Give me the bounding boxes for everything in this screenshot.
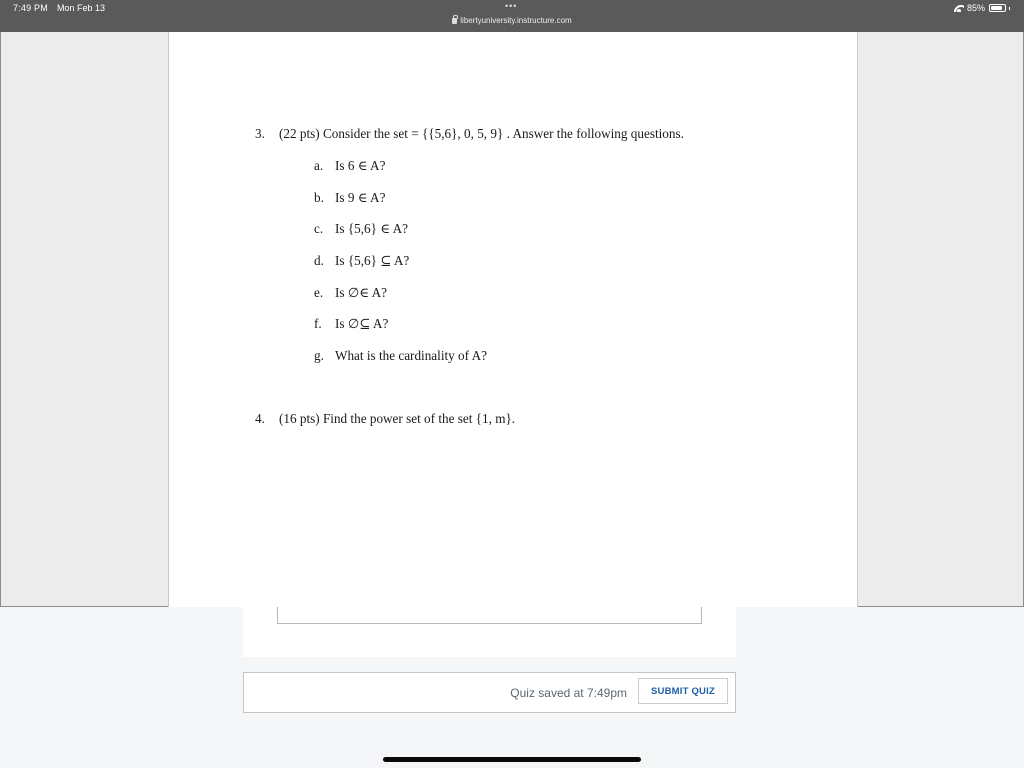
question-3 [255, 126, 684, 142]
question-3-item-a: a. Is 6 ∈ A? [314, 158, 386, 173]
status-indicators [954, 3, 1010, 13]
question-3-number: 3. [255, 126, 265, 141]
battery-percent: 85% [966, 3, 985, 13]
address-bar[interactable] [0, 16, 1024, 25]
question-4 [255, 411, 515, 427]
submit-quiz-button[interactable]: SUBMIT QUIZ [638, 678, 728, 704]
answer-textbox[interactable] [277, 607, 702, 624]
document-page [168, 32, 858, 607]
battery-level [991, 6, 1002, 10]
quiz-saved-status: Quiz saved at 7:49pm [510, 686, 627, 700]
battery-tip-icon [1009, 7, 1010, 10]
question-4-text: (16 pts) Find the power set of the set {1, m}. [279, 411, 516, 426]
question-3-item-d: d. Is {5,6} ⊆ A? [314, 253, 410, 268]
question-3-text: (22 pts) Consider the set = {{5,6}, 0, 5, 9} . Answer the following questions. [279, 126, 684, 141]
question-3-item-f: f. Is ∅⊆ A? [314, 316, 389, 331]
quiz-footer [243, 672, 736, 713]
question-3-item-g: g. What is the cardinality of A? [314, 348, 487, 363]
url-text: libertyuniversity.instructure.com [460, 16, 572, 25]
status-bar [0, 0, 1024, 32]
question-3-item-c: c. Is {5,6} ∈ A? [314, 221, 408, 236]
question-4-number: 4. [255, 411, 265, 426]
battery-icon [989, 4, 1006, 12]
question-3-item-b: b. Is 9 ∈ A? [314, 190, 386, 205]
multitasking-dots-icon[interactable]: ••• [505, 1, 518, 11]
lock-icon [452, 18, 457, 24]
question-3-item-e: e. Is ∅∈ A? [314, 285, 388, 300]
status-time: 7:49 PM [13, 3, 48, 13]
wifi-icon [954, 4, 964, 12]
status-date: Mon Feb 13 [57, 3, 106, 13]
home-indicator[interactable] [383, 757, 641, 762]
